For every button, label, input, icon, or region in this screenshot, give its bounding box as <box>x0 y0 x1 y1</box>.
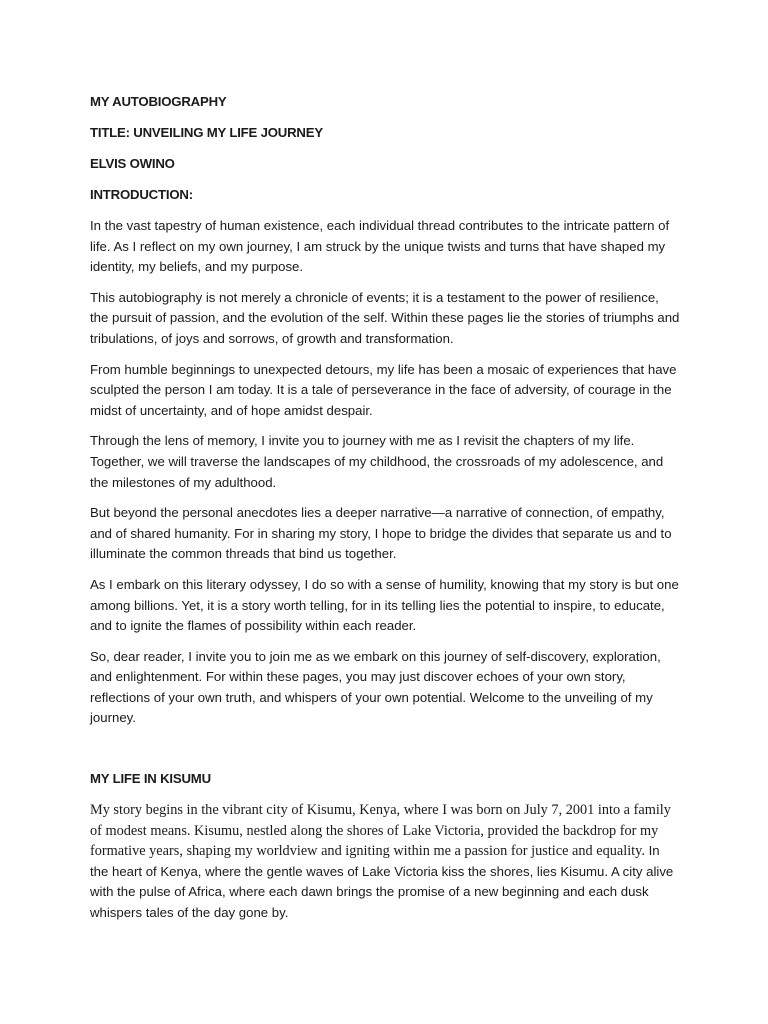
kisumu-paragraph-sans-text: In the heart of Kenya, where the gentle waves of Lake Victoria kiss the shores, lies Kisumu. A city alive with the pulse of Africa, where each dawn brings the promise of a new beginning and each dusk whispers tales of the day gone by. <box>90 843 674 921</box>
section-heading-kisumu: MY LIFE IN KISUMU <box>90 771 211 787</box>
introduction-paragraph: As I embark on this literary odyssey, I do so with a sense of humility, knowing that my story is but one among billions. Yet, it is a story worth telling, for in its telling lies the potential to inspire, to educate, and to ignite the flames of possibility within each reader. <box>90 576 679 634</box>
introduction-paragraph: This autobiography is not merely a chronicle of events; it is a testament to the power of resilience, the pursuit of passion, and the evolution of the self. Within these pages lie the stories of triumphs and tribulations, of joys and sorrows, of growth and transformation. <box>90 289 680 346</box>
kisumu-paragraph-serif-text: My story begins in the vibrant city of Kisumu, Kenya, where I was born on July 7, 2001 into a family of modest means. Kisumu, nestled along the shores of Lake Victoria, provided the backdrop for my formative years, shaping my worldview and igniting within me a passion for justice and equality. <box>90 802 671 860</box>
introduction-paragraph: From humble beginnings to unexpected detours, my life has been a mosaic of experiences that have sculpted the person I am today. It is a tale of perseverance in the face of adversity, of courage in the midst of uncertainty, and of hope amidst despair. <box>90 361 677 418</box>
introduction-paragraph: Through the lens of memory, I invite you to journey with me as I revisit the chapters of my life. Together, we will traverse the landscapes of my childhood, the crossroads of my adolescence, and the milestones of my adulthood. <box>90 433 664 490</box>
introduction-paragraph: In the vast tapestry of human existence, each individual thread contributes to the intricate pattern of life. As I reflect on my own journey, I am struck by the unique twists and turns that have shaped my identity, my beliefs, and my purpose. <box>90 218 670 275</box>
introduction-heading: INTRODUCTION: <box>90 187 193 202</box>
section-spacer <box>90 739 680 769</box>
document-label: MY AUTOBIOGRAPHY <box>90 94 227 109</box>
document-title: TITLE: UNVEILING MY LIFE JOURNEY <box>90 125 323 140</box>
introduction-paragraph: So, dear reader, I invite you to join me as we embark on this journey of self-discovery, exploration, and enlightenment. For within these pages, you may just discover echoes of your own story, reflections of your own truth, and whispers of your own potential. Welcome to the unveiling of my journey. <box>90 648 661 726</box>
introduction-paragraph: But beyond the personal anecdotes lies a deeper narrative—a narrative of connection, of empathy, and of shared humanity. For in sharing my story, I hope to bridge the divides that separate us and to illuminate the common threads that bind us together. <box>90 505 672 562</box>
author-name: ELVIS OWINO <box>90 156 175 171</box>
kisumu-paragraph <box>90 800 680 924</box>
document-body <box>90 92 680 934</box>
